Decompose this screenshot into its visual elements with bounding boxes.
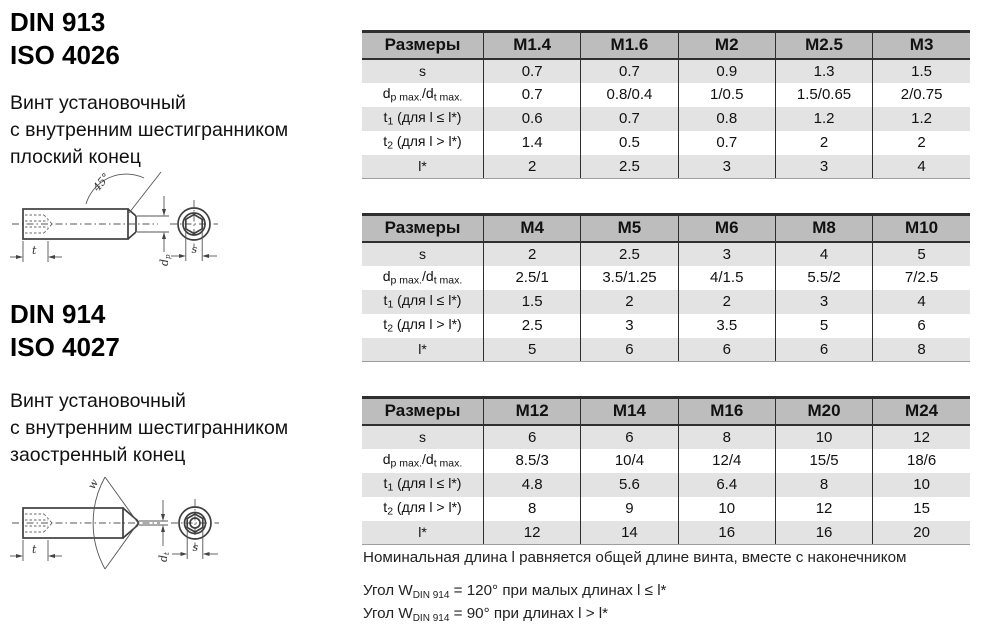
socket-depth-label: t <box>32 543 37 556</box>
description-line: с внутренним шестигранником <box>10 417 289 439</box>
value-cell: 10/4 <box>581 449 678 473</box>
value-cell: 3.5 <box>678 314 775 338</box>
dimension-arrow <box>202 254 209 258</box>
row-label-subscript: 2 <box>387 139 394 152</box>
note-angle-90 <box>363 605 608 624</box>
row-label <box>362 314 484 338</box>
row-label <box>362 449 484 473</box>
row-label-subscript: p max. <box>390 274 423 287</box>
row-label <box>362 107 484 131</box>
dimension-arrow <box>48 554 55 558</box>
value-cell: 0.7 <box>484 59 581 83</box>
value-cell: 16 <box>678 521 775 545</box>
row-label-subscript: p max. <box>390 457 423 470</box>
dimension-subscript: t <box>163 552 171 555</box>
row-label-subscript: p max. <box>390 91 423 104</box>
row-label-text: /d <box>422 268 434 285</box>
table-row <box>362 425 970 449</box>
screw-end-view <box>179 507 211 539</box>
column-header-M14: M14 <box>581 398 678 425</box>
row-label <box>362 338 484 362</box>
value-cell: 12 <box>873 425 970 449</box>
drawing-din913-flat-point <box>8 166 236 288</box>
din913-number: DIN 913 <box>10 7 106 37</box>
tip-diameter-label <box>157 552 171 562</box>
dimension-arrow <box>161 525 165 532</box>
column-header-M6: M6 <box>678 215 775 242</box>
value-cell: 14 <box>581 521 678 545</box>
row-label-text: t <box>383 109 388 126</box>
row-label-text: /d <box>422 451 434 468</box>
table-header-row <box>362 215 970 242</box>
value-cell: 6 <box>873 314 970 338</box>
description-line: плоский конец <box>10 146 141 168</box>
column-header-M2.5: M2.5 <box>775 32 872 59</box>
value-cell: 20 <box>873 521 970 545</box>
cone-angle-label: w <box>85 476 102 492</box>
row-label-text: (для l ≤ l*) <box>393 292 462 309</box>
column-header-M16: M16 <box>678 398 775 425</box>
value-cell: 6 <box>678 338 775 362</box>
column-header-M3: M3 <box>873 32 970 59</box>
value-cell: 0.7 <box>581 59 678 83</box>
row-label-subscript: t max. <box>433 457 463 470</box>
dimension-subscript: p <box>164 254 172 259</box>
value-cell: 10 <box>678 497 775 521</box>
note-subscript: DIN 914 <box>412 613 450 624</box>
value-cell: 8.5/3 <box>484 449 581 473</box>
table-row <box>362 449 970 473</box>
row-label-text: (для l > l*) <box>393 499 462 516</box>
note-text: = 90° при длинах l > l* <box>449 605 609 622</box>
dimension-letter: d <box>157 554 170 562</box>
value-cell: 4 <box>873 155 970 179</box>
iso4026-number: ISO 4026 <box>10 40 120 70</box>
value-cell: 2.5 <box>484 314 581 338</box>
value-cell: 8 <box>873 338 970 362</box>
value-cell: 15/5 <box>775 449 872 473</box>
value-cell: 6.4 <box>678 473 775 497</box>
table-row <box>362 83 970 107</box>
column-header-M24: M24 <box>873 398 970 425</box>
dimension-arrow <box>179 254 186 258</box>
value-cell: 8 <box>775 473 872 497</box>
value-cell: 2 <box>581 290 678 314</box>
value-cell: 12 <box>775 497 872 521</box>
value-cell: 0.9 <box>678 59 775 83</box>
row-label-subscript: 2 <box>387 505 394 518</box>
hex-size-label: s <box>192 541 199 554</box>
note-text: Угол W <box>363 605 413 622</box>
dimensions-table-m4-m10 <box>362 213 970 362</box>
row-label-text: d <box>382 451 391 468</box>
row-label-text: t <box>383 499 388 516</box>
table-row <box>362 314 970 338</box>
value-cell: 6 <box>581 425 678 449</box>
screw-end-view <box>178 208 210 240</box>
note-nominal-length: Номинальная длина l равняется общей длине винта, вместе с наконечником <box>363 549 907 566</box>
row-label-subscript: 2 <box>387 322 394 335</box>
value-cell: 1.2 <box>873 107 970 131</box>
dimension-arrow <box>162 209 166 216</box>
row-label-text: l* <box>418 158 427 175</box>
row-label-text: (для l > l*) <box>393 133 462 150</box>
table-header-row <box>362 32 970 59</box>
value-cell: 3.5/1.25 <box>581 266 678 290</box>
row-label-text: t <box>383 133 388 150</box>
value-cell: 2 <box>873 131 970 155</box>
description-din913 <box>10 90 288 171</box>
value-cell: 10 <box>775 425 872 449</box>
value-cell: 1.5/0.65 <box>775 83 872 107</box>
row-label-text: d <box>382 85 391 102</box>
value-cell: 3 <box>581 314 678 338</box>
value-cell: 2.5 <box>581 242 678 266</box>
value-cell: 2 <box>678 290 775 314</box>
row-label <box>362 425 484 449</box>
row-label <box>362 497 484 521</box>
value-cell: 0.5 <box>581 131 678 155</box>
value-cell: 5.6 <box>581 473 678 497</box>
row-label-text: (для l > l*) <box>393 316 462 333</box>
description-din914 <box>10 388 288 469</box>
value-cell: 10 <box>873 473 970 497</box>
row-label-text: l* <box>418 524 427 541</box>
note-text: = 120° при малых длинах l ≤ l* <box>449 582 667 599</box>
row-label-subscript: 1 <box>387 115 394 128</box>
row-label-subscript: t max. <box>433 91 463 104</box>
dimensions-table-m1_4-m3 <box>362 30 970 179</box>
row-label-text: t <box>383 316 388 333</box>
flat-diameter-label <box>158 254 172 266</box>
value-cell: 5 <box>873 242 970 266</box>
row-label-subscript: 1 <box>387 481 394 494</box>
value-cell: 12/4 <box>678 449 775 473</box>
dimension-arrow <box>203 552 210 556</box>
note-angle-120 <box>363 582 666 601</box>
row-label <box>362 131 484 155</box>
value-cell: 7/2.5 <box>873 266 970 290</box>
description-line: Винт установочный <box>10 92 186 114</box>
value-cell: 0.7 <box>581 107 678 131</box>
size-header-cell: Размеры <box>362 32 484 59</box>
value-cell: 3 <box>678 155 775 179</box>
column-header-M10: M10 <box>873 215 970 242</box>
row-label-text: /d <box>422 85 434 102</box>
row-label-subscript: t max. <box>433 274 463 287</box>
row-label-text: d <box>382 268 391 285</box>
table-row <box>362 242 970 266</box>
column-header-M1.4: M1.4 <box>484 32 581 59</box>
dimension-letter: d <box>158 258 171 266</box>
table-row <box>362 266 970 290</box>
chamfer-angle-label: 45° <box>90 170 113 194</box>
row-label-text: (для l ≤ l*) <box>393 109 462 126</box>
note-text: Угол W <box>363 582 413 599</box>
table-row <box>362 521 970 545</box>
value-cell: 2 <box>484 155 581 179</box>
note-subscript: DIN 914 <box>412 590 450 601</box>
value-cell: 1.5 <box>873 59 970 83</box>
table-row <box>362 59 970 83</box>
row-label <box>362 266 484 290</box>
row-label-text: l* <box>418 341 427 358</box>
socket-depth-label: t <box>32 244 37 257</box>
value-cell: 2.5/1 <box>484 266 581 290</box>
value-cell: 6 <box>484 425 581 449</box>
row-label <box>362 242 484 266</box>
row-label-subscript: 1 <box>387 298 394 311</box>
value-cell: 18/6 <box>873 449 970 473</box>
row-label-text: s <box>419 429 426 445</box>
value-cell: 4/1.5 <box>678 266 775 290</box>
table-row <box>362 497 970 521</box>
value-cell: 0.6 <box>484 107 581 131</box>
value-cell: 5 <box>484 338 581 362</box>
center-lines <box>12 200 218 248</box>
value-cell: 6 <box>775 338 872 362</box>
table-row <box>362 338 970 362</box>
value-cell: 0.8/0.4 <box>581 83 678 107</box>
column-header-M2: M2 <box>678 32 775 59</box>
row-label <box>362 59 484 83</box>
drawing-din914-cone-point <box>8 462 236 602</box>
value-cell: 4.8 <box>484 473 581 497</box>
column-header-M8: M8 <box>775 215 872 242</box>
value-cell: 15 <box>873 497 970 521</box>
value-cell: 8 <box>484 497 581 521</box>
table-row <box>362 131 970 155</box>
description-line: с внутренним шестигранником <box>10 119 289 141</box>
value-cell: 2 <box>484 242 581 266</box>
description-line: Винт установочный <box>10 390 186 412</box>
value-cell: 1.3 <box>775 59 872 83</box>
size-header-cell: Размеры <box>362 398 484 425</box>
dimension-arrow <box>16 255 23 259</box>
value-cell: 3 <box>775 290 872 314</box>
value-cell: 4 <box>873 290 970 314</box>
standard-block-din913 <box>10 6 120 72</box>
description-line: заостренный конец <box>10 444 186 466</box>
value-cell: 1.4 <box>484 131 581 155</box>
table-row <box>362 473 970 497</box>
value-cell: 12 <box>484 521 581 545</box>
row-label-text: (для l ≤ l*) <box>393 475 462 492</box>
row-label <box>362 290 484 314</box>
value-cell: 8 <box>678 425 775 449</box>
dimension-arrow <box>16 554 23 558</box>
dimensions-table-m12-m24 <box>362 396 970 545</box>
value-cell: 16 <box>775 521 872 545</box>
value-cell: 1.5 <box>484 290 581 314</box>
value-cell: 6 <box>581 338 678 362</box>
value-cell: 4 <box>775 242 872 266</box>
row-label-text: s <box>419 63 426 79</box>
value-cell: 1.2 <box>775 107 872 131</box>
value-cell: 2 <box>775 131 872 155</box>
column-header-M12: M12 <box>484 398 581 425</box>
row-label <box>362 83 484 107</box>
row-label <box>362 155 484 179</box>
table-header-row <box>362 398 970 425</box>
dimension-arrow <box>161 514 165 521</box>
row-label-text: s <box>419 246 426 262</box>
hex-size-label: s <box>191 243 198 256</box>
value-cell: 5.5/2 <box>775 266 872 290</box>
din914-number: DIN 914 <box>10 299 106 329</box>
iso4027-number: ISO 4027 <box>10 332 120 362</box>
standard-block-din914 <box>10 298 120 364</box>
table-row <box>362 290 970 314</box>
column-header-M4: M4 <box>484 215 581 242</box>
column-header-M20: M20 <box>775 398 872 425</box>
value-cell: 0.7 <box>678 131 775 155</box>
value-cell: 2.5 <box>581 155 678 179</box>
column-header-M5: M5 <box>581 215 678 242</box>
row-label-text: t <box>383 475 388 492</box>
dimension-arrow <box>162 232 166 239</box>
column-header-M1.6: M1.6 <box>581 32 678 59</box>
row-label-text: t <box>383 292 388 309</box>
value-cell: 3 <box>678 242 775 266</box>
size-header-cell: Размеры <box>362 215 484 242</box>
value-cell: 5 <box>775 314 872 338</box>
value-cell: 0.8 <box>678 107 775 131</box>
value-cell: 9 <box>581 497 678 521</box>
dimension-arrow <box>48 255 55 259</box>
row-label <box>362 521 484 545</box>
row-label <box>362 473 484 497</box>
value-cell: 2/0.75 <box>873 83 970 107</box>
value-cell: 0.7 <box>484 83 581 107</box>
dimension-arrow <box>181 552 188 556</box>
value-cell: 1/0.5 <box>678 83 775 107</box>
value-cell: 3 <box>775 155 872 179</box>
table-row <box>362 107 970 131</box>
table-row <box>362 155 970 179</box>
